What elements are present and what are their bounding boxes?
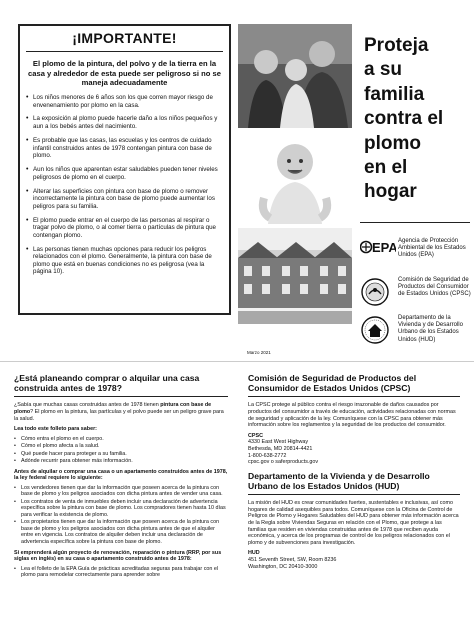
cpsc-seal-icon (360, 277, 390, 310)
photo-column (238, 24, 352, 324)
headline-line: contra el (364, 108, 444, 130)
section-divider (248, 494, 460, 495)
agency-name: Comisión de Seguridad de Productos del Consumidor de Estados Unidos (CPSC) (398, 277, 471, 298)
important-box (18, 24, 231, 315)
list-item: • Alterar las superficies con pintura con base de plomo o remover incorrectamente la pintura con base de plomo puede aumentar los peligros para su familia. (26, 188, 223, 211)
section-heading: ¿Está planeando comprar o alquilar una casa construida antes de 1978? (14, 373, 200, 394)
hud-body: La misión del HUD es crear comunidades fuertes, sustentables e inclusivas, así como hogares de calidad asequibles para todos. Comuníquese con la Oficina de Control de Peligros de Plomo y Hogares Saludables del HUD para obtener más información acerca de la Regla sobre Viviendas Seguras en relación con el Plomo, que protege a las familias que residen en viviendas construidas antes de 1978 que reciben ayuda económica, y acerca de los programas de control de los peligros relacionados con el plomo y de subvenciones para investigación. (248, 500, 459, 546)
agency-hud (360, 315, 472, 351)
publication-date: Marzo 2021 (247, 350, 271, 355)
cpsc-address (248, 433, 460, 466)
before-heading: Antes de alquilar o comprar una casa o un apartamento construidos antes de 1978, la ley federal requiere lo siguiente: (14, 468, 228, 482)
address-name: HUD (248, 550, 260, 557)
list-item: • Cómo entra el plomo en el cuerpo. (14, 436, 228, 443)
headline-divider (360, 222, 470, 223)
agency-name: Agencia de Protección Ambiental de los Estados Unidos (EPA) (398, 238, 466, 259)
important-list (26, 94, 223, 282)
headline-line: Proteja (364, 35, 429, 56)
headline-line: a su (364, 59, 403, 81)
list-item: • Los vendedores tienen que dar la información que poseen acerca de la pintura con base de plomo y los peligros asociados con dicha pintura antes de vender una casa. (14, 485, 228, 498)
cpsc-heading: Comisión de Seguridad de Productos del Consumidor de Estados Unidos (CPSC) (248, 373, 417, 394)
list-item: • Los niños menores de 6 años son los que corren mayor riesgo de envenenamiento por plomo en la casa. (26, 94, 223, 109)
cover-headline (364, 34, 468, 205)
hud-heading: Departamento de la Vivienda y de Desarrollo Urbano de los Estados Unidos (HUD) (248, 470, 430, 491)
list-item: • Los contratos de venta de inmuebles deben incluir una declaración de advertencia específica sobre la pintura con base de plomo. Los compradores tienen hasta 10 días para verificar la existencia de plomo. (14, 499, 228, 519)
list-item: • Cómo el plomo afecta a la salud. (14, 443, 228, 450)
epa-logo-text: EPA (372, 240, 396, 255)
renovation-list (14, 566, 228, 579)
address-line: 1-800-638-2772 (248, 452, 287, 459)
hud-seal-icon (360, 315, 390, 348)
epa-logo-icon (360, 238, 396, 259)
address-line: cpsc.gov o saferproducts.gov (248, 459, 319, 466)
address-name: CPSC (248, 432, 263, 439)
important-subtitle: El plomo de la pintura, del polvo y de la tierra en la casa y alrededor de esta puede ser peligroso si no se maneja adecuadamente (28, 59, 221, 88)
list-item: • Aun los niños que aparentan estar saludables pueden tener niveles peligrosos de plomo en el cuerpo. (26, 166, 223, 181)
address-line: Washington, DC 20410-3000 (248, 563, 318, 570)
right-column (248, 373, 460, 575)
left-column (14, 373, 228, 583)
agency-cpsc (360, 277, 472, 313)
hud-address (248, 550, 460, 570)
read-list (14, 436, 228, 465)
headline-line: plomo (364, 132, 421, 154)
list-item: • La exposición al plomo puede hacerle daño a los niños pequeños y aun a los bebés antes del nacimiento. (26, 115, 223, 130)
baby-photo (238, 128, 352, 228)
address-line: Bethesda, MD 20814-4421 (248, 445, 313, 452)
list-item: • Las personas tienen muchas opciones para reducir los peligros relacionados con el plomo. Generalmente, la pintura con base de plomo que está en buenas condiciones no es peligrosa (vea la página 10). (26, 246, 223, 276)
houses-photo (238, 228, 352, 324)
list-item: • El plomo puede entrar en el cuerpo de las personas al respirar o tragar polvo de plomo, o al comer tierra o partículas de pintura que contengan plomo. (26, 217, 223, 240)
renovation-heading: Si emprenderá algún proyecto de renovación, reparación o pintura (RRP, por sus siglas en inglés) en su casa o apartamento construido antes de 1978: (14, 549, 222, 563)
before-list (14, 485, 228, 546)
agency-epa (360, 238, 472, 272)
address-line: 4330 East West Highway (248, 439, 309, 446)
address-line: 451 Seventh Street, SW, Room 8236 (248, 556, 337, 563)
read-heading: Lea todo este folleto para saber: (14, 426, 97, 433)
list-item: • Qué puede hacer para proteger a su familia. (14, 451, 228, 458)
cpsc-body: La CPSC protege al público contra el riesgo irrazonable de daños causados por productos del consumidor a través de educación, actividades relacionadas con normas de seguridad y aplicación de la ley. Comuníquese con la CPSC para obtener más información sobre los reglamentos y la seguridad de los productos del consumidor. (248, 402, 456, 429)
intro-paragraph: ¿Sabía que muchas casas construidas antes de 1978 tienen pintura con base de plomo? El plomo en la pintura, las partículas y el polvo puede ser un peligro grave para la salud. (14, 402, 224, 422)
family-photo (238, 24, 352, 128)
section-divider (248, 396, 460, 397)
list-item: • Los propietarios tienen que dar la información que poseen acerca de la pintura con base de plomo y los peligros asociados con dicha pintura antes de que el alquiler entre en vigencia. Los contratos de alquiler deben incluir una declaración de advertencia específica sobre la pintura con base de plomo. (14, 519, 228, 545)
important-title: ¡IMPORTANTE! (20, 30, 229, 49)
section-divider (14, 396, 228, 397)
headline-line: hogar (364, 181, 417, 203)
agency-name: Departamento de la Vivienda y de Desarrollo Urbano de los Estados Unidos (HUD) (398, 315, 463, 343)
list-item: • Adónde recurrir para obtener más información. (14, 458, 228, 465)
page-divider (0, 361, 474, 362)
headline-line: familia (364, 83, 425, 105)
list-item: • Es probable que las casas, las escuelas y los centros de cuidado infantil construidos antes de 1978 contengan pintura con base de plomo. (26, 137, 223, 160)
headline-line: en el (364, 157, 408, 179)
list-item: • Lea el folleto de la EPA Guía de prácticas acreditadas seguras para trabajar con el plomo para remodelar correctamente para aprender sobre (14, 566, 228, 579)
